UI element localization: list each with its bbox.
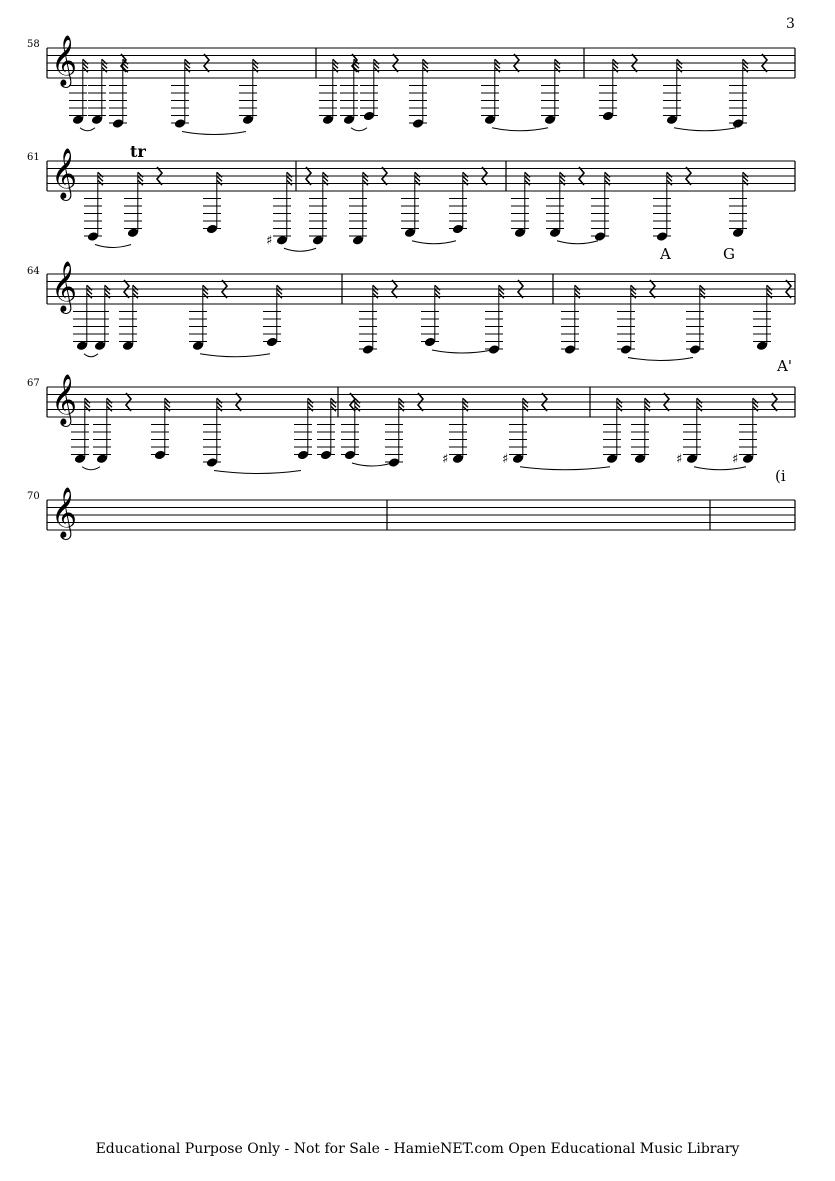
tie-arc: [80, 128, 95, 131]
text-annotation: (i: [775, 467, 786, 485]
treble-clef-icon: 𝄞: [51, 35, 78, 86]
measure-number: 67: [27, 378, 40, 389]
sharp-icon: ♯: [266, 233, 273, 249]
tie-arc: [84, 354, 98, 357]
tie-arc: [182, 132, 246, 135]
rehearsal-mark-a: A: [660, 245, 671, 263]
tie-arc: [351, 128, 367, 131]
tie-arc: [520, 467, 610, 470]
treble-clef-icon: 𝄞: [51, 374, 78, 425]
page-number: 3: [786, 16, 795, 32]
sharp-icon: ♯: [732, 451, 739, 467]
measure-number: 58: [27, 39, 40, 50]
treble-clef-icon: 𝄞: [51, 487, 78, 538]
tie-arc: [82, 467, 100, 470]
tie-arc: [95, 245, 131, 248]
tie-arc: [694, 467, 746, 470]
measure-number: 64: [27, 266, 40, 277]
sharp-icon: ♯: [442, 451, 449, 467]
rehearsal-mark-a-prime: A': [777, 357, 792, 375]
tie-arc: [492, 128, 548, 131]
tie-arc: [432, 350, 492, 353]
tie-arc: [284, 248, 316, 251]
trill-mark: tr: [130, 142, 146, 161]
tie-arc: [352, 463, 392, 466]
tie-arc: [412, 241, 456, 244]
sharp-icon: ♯: [676, 451, 683, 467]
tie-arc: [628, 358, 693, 361]
measure-number: 61: [27, 152, 40, 163]
treble-clef-icon: 𝄞: [51, 148, 78, 199]
sharp-icon: ♯: [502, 451, 509, 467]
rehearsal-mark-g: G: [723, 245, 735, 263]
tie-arc: [674, 128, 736, 131]
footer-text: Educational Purpose Only - Not for Sale - HamieNET.com Open Educational Music Library: [95, 1141, 740, 1157]
tie-arc: [200, 354, 270, 357]
measure-number: 70: [27, 491, 40, 502]
treble-clef-icon: 𝄞: [51, 261, 78, 312]
tie-arc: [557, 241, 598, 244]
tie-arc: [214, 471, 301, 474]
